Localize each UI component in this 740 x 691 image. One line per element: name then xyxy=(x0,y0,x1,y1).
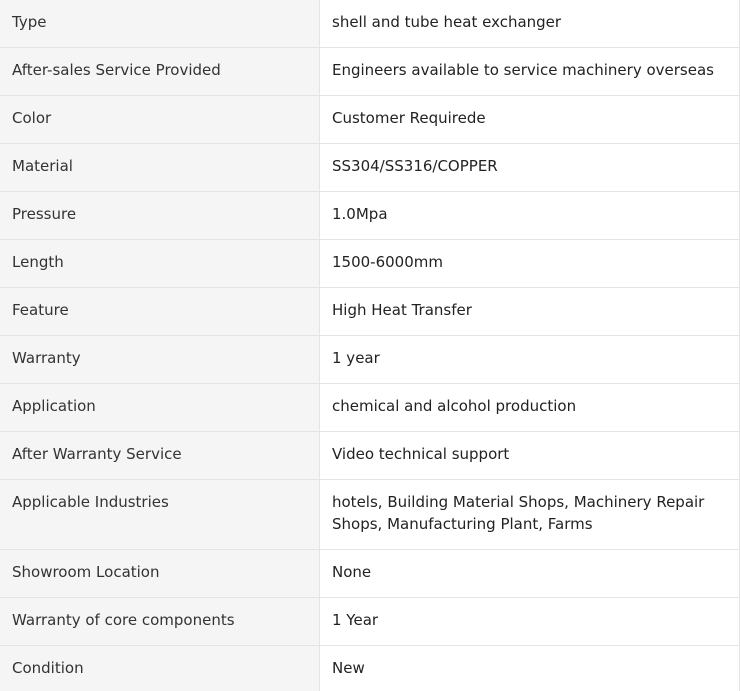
spec-label: After-sales Service Provided xyxy=(0,48,320,96)
table-row xyxy=(0,96,740,144)
table-row xyxy=(0,598,740,646)
table-row xyxy=(0,384,740,432)
table-row xyxy=(0,432,740,480)
spec-value: shell and tube heat exchanger xyxy=(320,0,740,48)
spec-value: Engineers available to service machinery overseas xyxy=(320,48,740,96)
spec-label: Warranty of core components xyxy=(0,598,320,646)
spec-label: Warranty xyxy=(0,336,320,384)
spec-label: Condition xyxy=(0,646,320,691)
table-row xyxy=(0,192,740,240)
table-row xyxy=(0,550,740,598)
table-row xyxy=(0,144,740,192)
table-row xyxy=(0,336,740,384)
table-row xyxy=(0,240,740,288)
spec-label: Pressure xyxy=(0,192,320,240)
spec-label: Applicable Industries xyxy=(0,480,320,550)
spec-label: Color xyxy=(0,96,320,144)
table-row xyxy=(0,0,740,48)
spec-value: New xyxy=(320,646,740,691)
spec-value: Video technical support xyxy=(320,432,740,480)
spec-value: chemical and alcohol production xyxy=(320,384,740,432)
spec-value: hotels, Building Material Shops, Machinery Repair Shops, Manufacturing Plant, Farms xyxy=(320,480,740,550)
spec-label: Material xyxy=(0,144,320,192)
spec-value: 1.0Mpa xyxy=(320,192,740,240)
spec-label: After Warranty Service xyxy=(0,432,320,480)
spec-value: High Heat Transfer xyxy=(320,288,740,336)
table-row xyxy=(0,288,740,336)
spec-label: Showroom Location xyxy=(0,550,320,598)
spec-label: Type xyxy=(0,0,320,48)
table-row xyxy=(0,480,740,550)
spec-value: None xyxy=(320,550,740,598)
spec-value: 1500-6000mm xyxy=(320,240,740,288)
spec-value: 1 year xyxy=(320,336,740,384)
spec-value: SS304/SS316/COPPER xyxy=(320,144,740,192)
table-row xyxy=(0,646,740,691)
spec-label: Feature xyxy=(0,288,320,336)
table-row xyxy=(0,48,740,96)
spec-value: Customer Requirede xyxy=(320,96,740,144)
spec-label: Application xyxy=(0,384,320,432)
spec-value: 1 Year xyxy=(320,598,740,646)
spec-label: Length xyxy=(0,240,320,288)
